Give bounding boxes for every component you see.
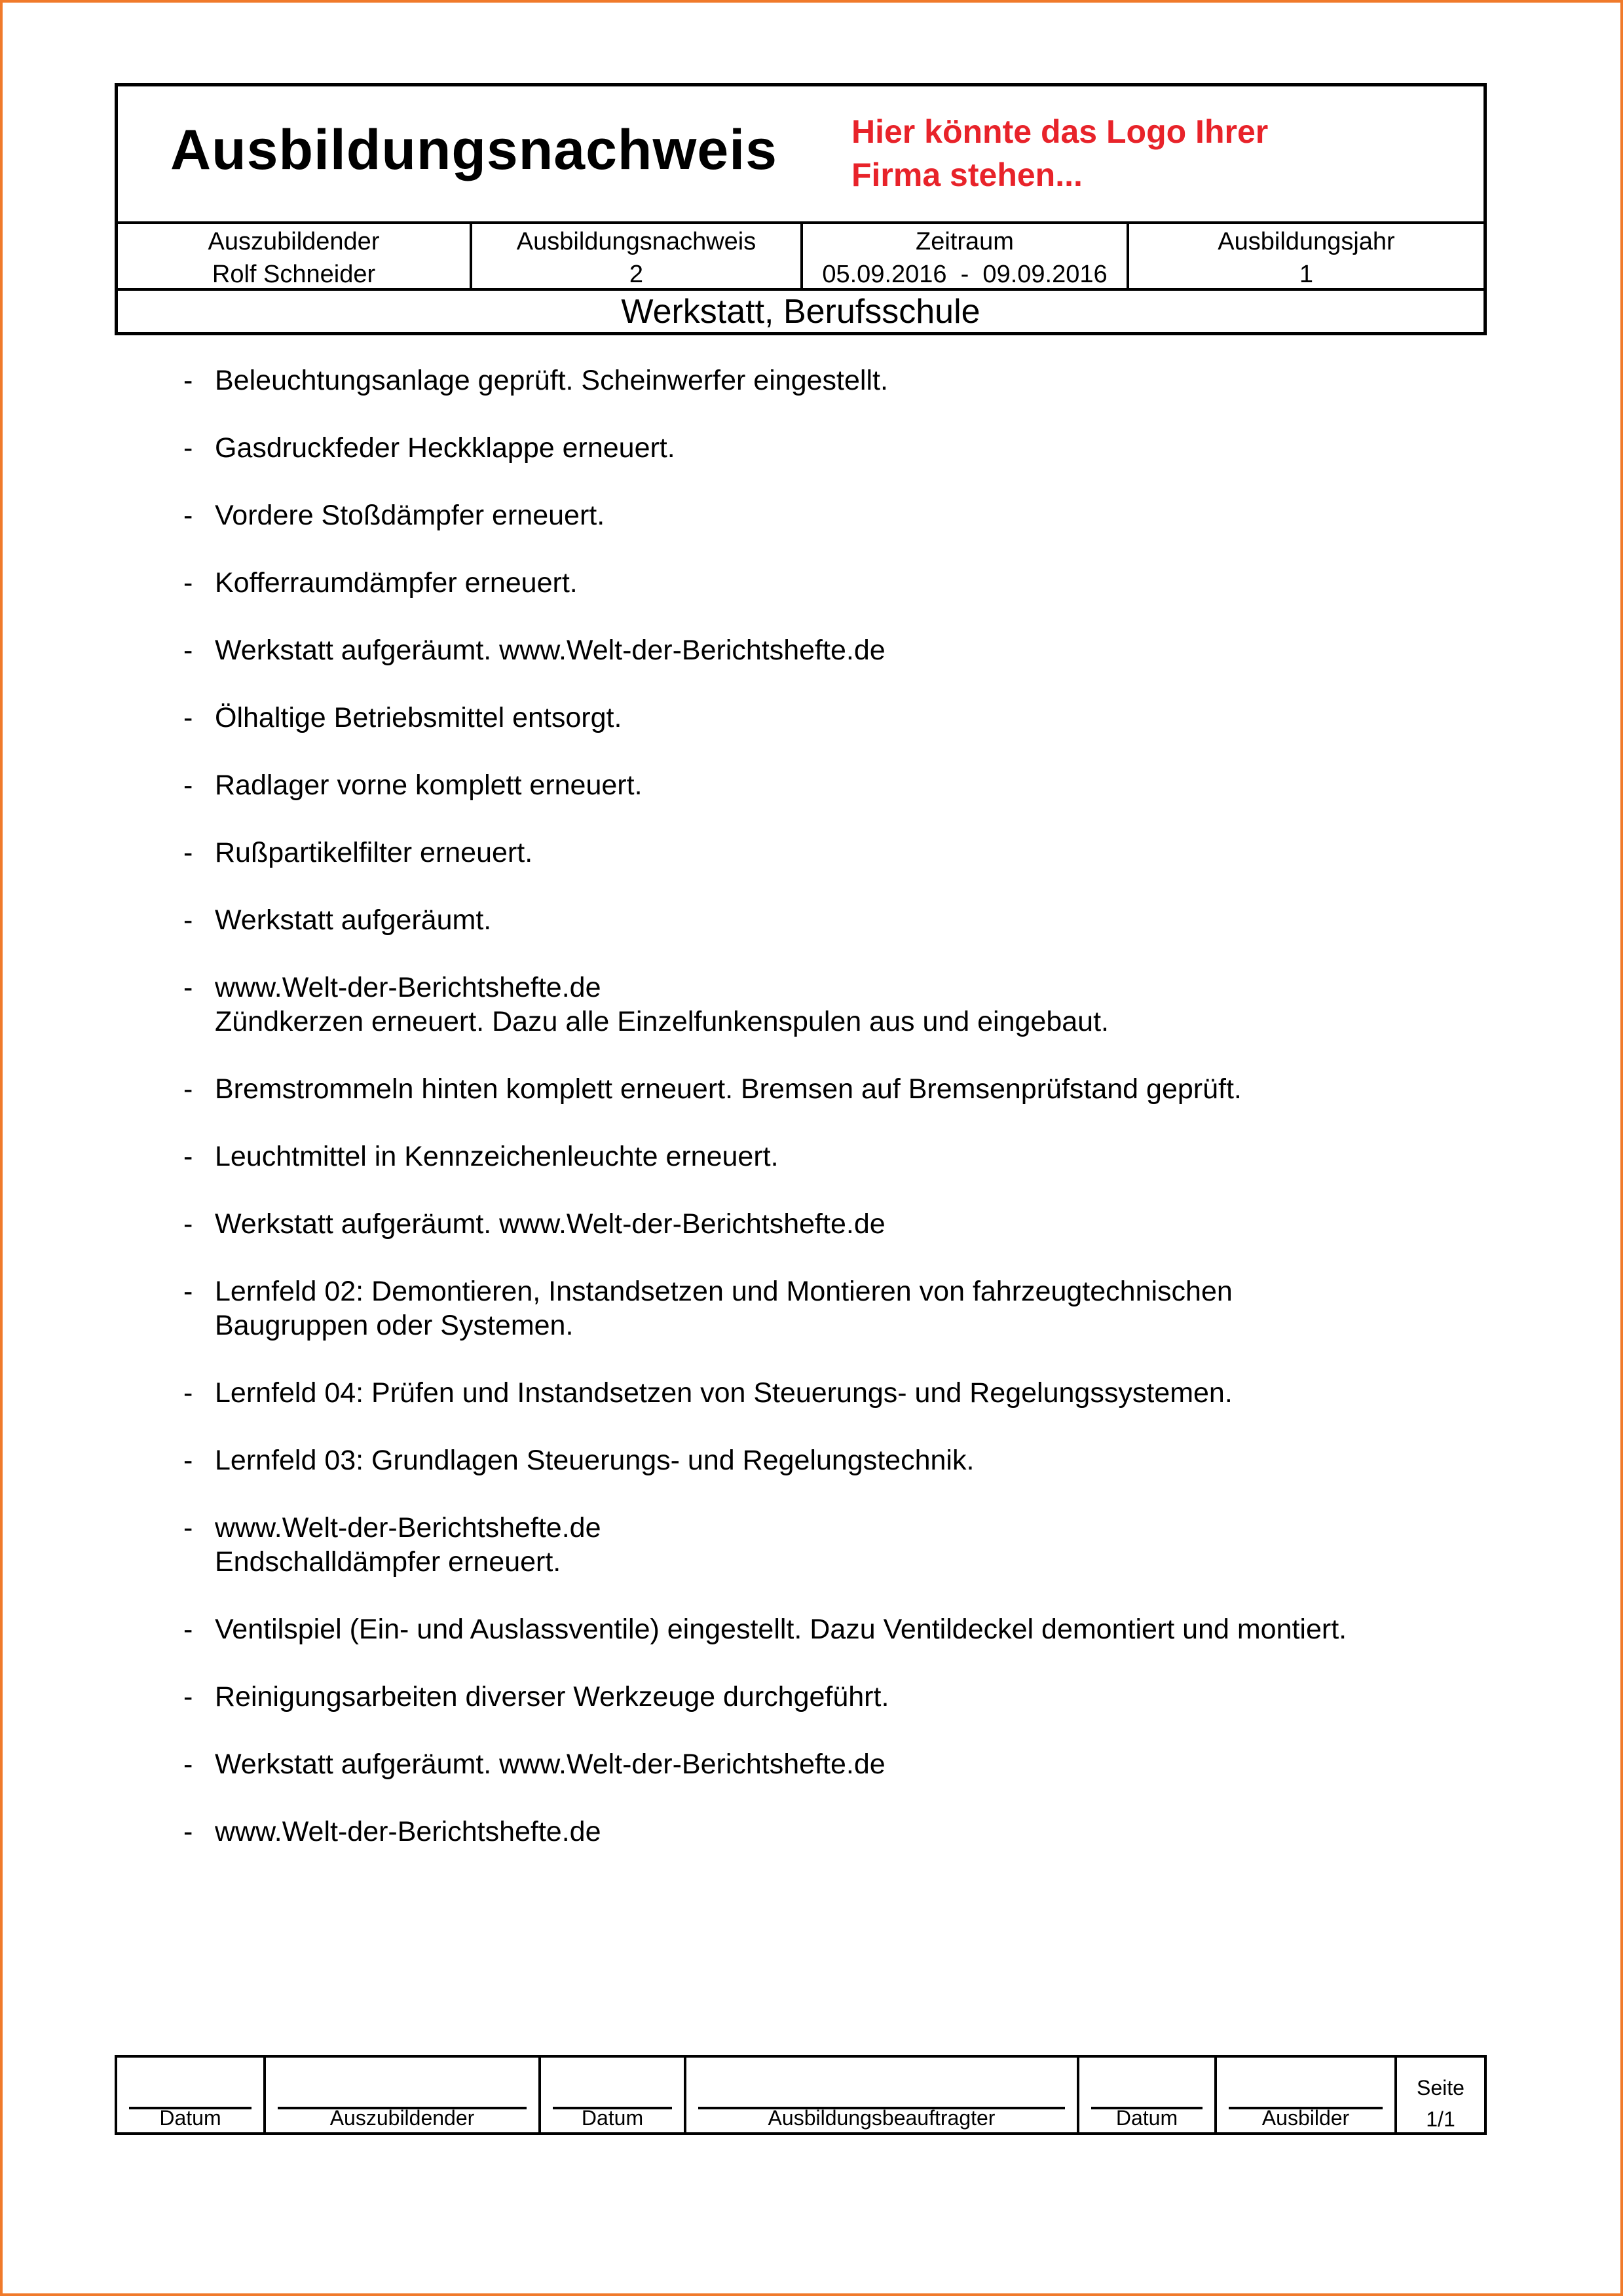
footer-cell-datum-1 [117,2058,266,2132]
entry-text: www.Welt-der-Berichtshefte.de [215,1512,601,1544]
nachweis-value: 2 [629,261,644,288]
jahr-value: 1 [1299,261,1314,288]
nachweis-label: Ausbildungsnachweis [516,228,756,255]
list-item [183,1376,1487,1410]
zeitraum-value: 05.09.2016 - 09.09.2016 [822,261,1108,288]
list-item [183,768,1487,802]
bullet-dash: - [183,1073,193,1105]
footer-cell-seite [1397,2058,1484,2132]
signature-footer [115,2055,1487,2135]
list-item [183,363,1487,398]
entry-text: Vordere Stoßdämpfer erneuert. [215,500,605,531]
list-item [183,903,1487,937]
azubi-label: Auszubildender [208,228,380,255]
entry-text: Werkstatt aufgeräumt. www.Welt-der-Berichtshefte.de [215,1749,886,1780]
bullet-dash: - [183,500,193,531]
list-item [183,566,1487,600]
entry-text: Werkstatt aufgeräumt. www.Welt-der-Berichtshefte.de [215,1208,886,1240]
list-item [183,1443,1487,1477]
footer-cell-azubi [266,2058,541,2132]
bullet-dash: - [183,972,193,1003]
footer-cell-beauftragter [686,2058,1079,2132]
entry-text: Rußpartikelfilter erneuert. [215,837,533,868]
entry-text: Lernfeld 02: Demontieren, Instandsetzen und Montieren von fahrzeugtechnischen [215,1276,1233,1307]
bullet-dash: - [183,567,193,599]
entry-text: Werkstatt aufgeräumt. [215,904,492,936]
list-item [183,1815,1487,1849]
bullet-dash: - [183,1816,193,1847]
entry-text: Werkstatt aufgeräumt. www.Welt-der-Berichtshefte.de [215,635,886,666]
bullet-dash: - [183,769,193,801]
list-item [183,498,1487,532]
entry-text: Gasdruckfeder Heckklappe erneuert. [215,432,675,464]
bullet-dash: - [183,1445,193,1476]
list-item [183,836,1487,870]
list-item [183,431,1487,465]
list-item [183,1207,1487,1241]
info-cell-zeitraum [803,224,1129,288]
entry-text: Kofferraumdämpfer erneuert. [215,567,578,599]
bullet-dash: - [183,837,193,868]
entry-text: Reinigungsarbeiten diverser Werkzeuge durchgeführt. [215,1681,889,1713]
bullet-dash: - [183,1276,193,1307]
entry-text: Bremstrommeln hinten komplett erneuert. Bremsen auf Bremsenprüfstand geprüft. [215,1073,1242,1105]
entry-text: Zündkerzen erneuert. Dazu alle Einzelfunkenspulen aus und eingebaut. [215,1006,1109,1037]
entry-text: Ventilspiel (Ein- und Auslassventile) eingestellt. Dazu Ventildeckel demontiert und montiert. [215,1614,1347,1645]
list-item [183,1680,1487,1714]
list-item [183,1274,1487,1342]
footer-cell-datum-3 [1079,2058,1217,2132]
list-item [183,1747,1487,1781]
footer-label-datum-1: Datum [159,2106,221,2130]
bullet-dash: - [183,904,193,936]
entry-text: Beleuchtungsanlage geprüft. Scheinwerfer eingestellt. [215,365,888,396]
entry-text: Lernfeld 04: Prüfen und Instandsetzen von Steuerungs- und Regelungssystemen. [215,1377,1233,1409]
bullet-dash: - [183,1512,193,1544]
document-title: Ausbildungsnachweis [170,119,777,181]
list-item [183,633,1487,667]
bullet-dash: - [183,702,193,733]
title-row [118,86,1483,224]
footer-label-datum-2: Datum [581,2106,644,2130]
logo-placeholder-line-1: Hier könnte das Logo Ihrer [851,113,1269,150]
entry-list [183,363,1487,1882]
list-item [183,1072,1487,1106]
seite-label: Seite [1417,2076,1464,2100]
entry-text: www.Welt-der-Berichtshefte.de [215,1816,601,1847]
info-cell-nachweis [472,224,803,288]
entry-text: Endschalldämpfer erneuert. [215,1546,561,1578]
department-title: Werkstatt, Berufsschule [621,293,980,331]
logo-placeholder [851,110,1441,196]
entry-text: Leuchtmittel in Kennzeichenleuchte erneuert. [215,1141,779,1172]
bullet-dash: - [183,635,193,666]
entry-text: Ölhaltige Betriebsmittel entsorgt. [215,702,622,733]
footer-label-azubi: Auszubildender [329,2106,475,2130]
list-item [183,1139,1487,1174]
bullet-dash: - [183,1614,193,1645]
bullet-dash: - [183,432,193,464]
entry-text: Lernfeld 03: Grundlagen Steuerungs- und Regelungstechnik. [215,1445,975,1476]
footer-label-beauftragter: Ausbildungsbeauftragter [768,2106,996,2130]
footer-label-ausbilder: Ausbilder [1261,2106,1350,2130]
footer-cell-datum-2 [541,2058,686,2132]
list-item [183,1612,1487,1646]
info-cell-azubi [118,224,472,288]
seite-value: 1/1 [1426,2107,1455,2131]
zeitraum-label: Zeitraum [916,228,1014,255]
azubi-value: Rolf Schneider [212,261,376,288]
list-item [183,971,1487,1039]
entry-text: Baugruppen oder Systemen. [215,1310,574,1341]
bullet-dash: - [183,1681,193,1713]
list-item [183,701,1487,735]
info-row [118,224,1483,291]
bullet-dash: - [183,1377,193,1409]
entry-text: www.Welt-der-Berichtshefte.de [215,972,601,1003]
footer-label-datum-3: Datum [1115,2106,1178,2130]
bullet-dash: - [183,1141,193,1172]
bullet-dash: - [183,365,193,396]
bullet-dash: - [183,1208,193,1240]
list-item [183,1511,1487,1579]
bullet-dash: - [183,1749,193,1780]
header-box [115,83,1487,335]
info-cell-jahr [1129,224,1483,288]
entry-text: Radlager vorne komplett erneuert. [215,769,643,801]
logo-placeholder-line-2: Firma stehen... [851,157,1083,193]
footer-cell-ausbilder [1217,2058,1397,2132]
jahr-label: Ausbildungsjahr [1218,228,1395,255]
